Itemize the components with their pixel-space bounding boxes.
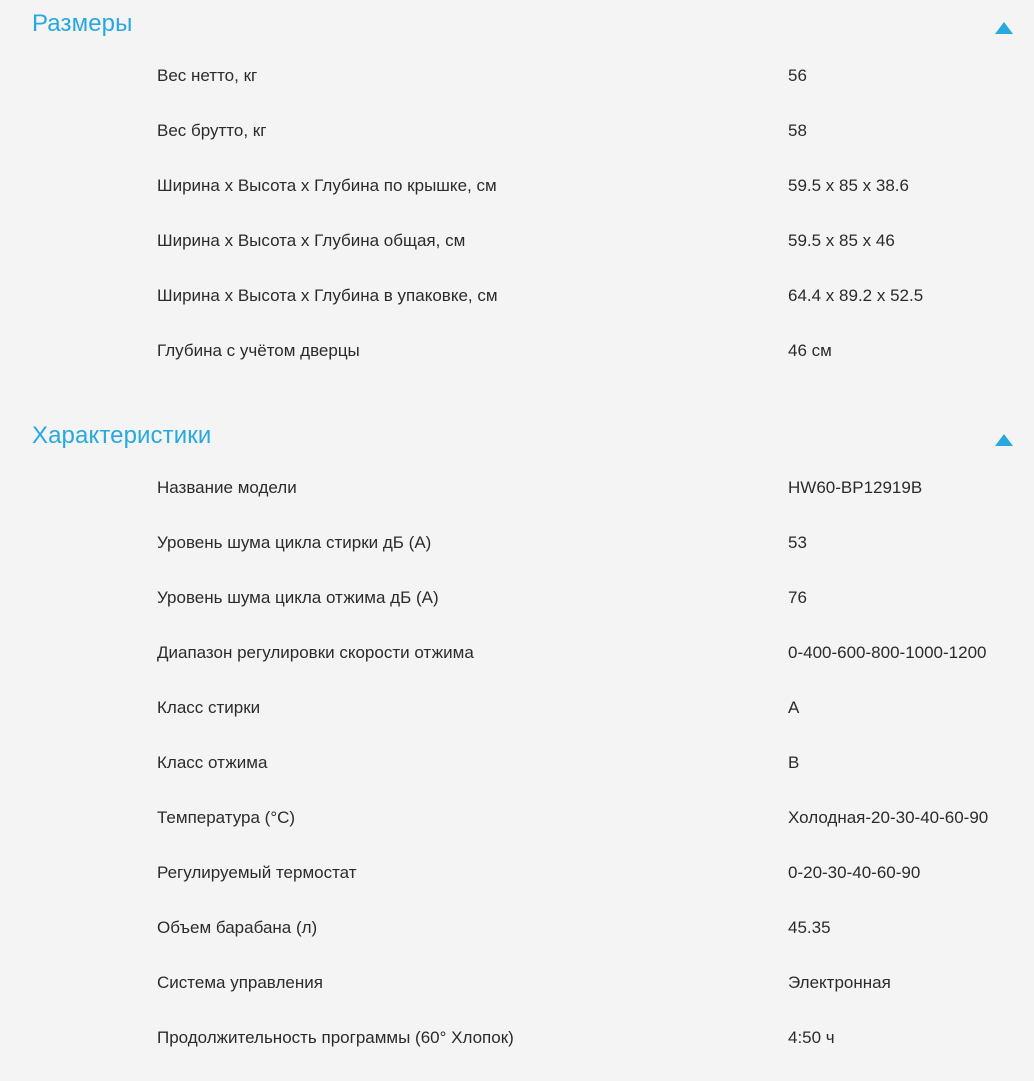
spec-row bbox=[0, 62, 1034, 117]
spec-label: Уровень шума цикла отжима дБ (А) bbox=[157, 588, 439, 607]
spec-row bbox=[0, 474, 1034, 529]
spec-row bbox=[0, 914, 1034, 969]
section-header-characteristics[interactable] bbox=[0, 412, 1034, 462]
spec-value: 0-400-600-800-1000-1200 bbox=[788, 643, 987, 662]
spec-value: 59.5 x 85 x 38.6 bbox=[788, 176, 909, 195]
spec-label: Объем барабана (л) bbox=[157, 918, 318, 937]
spec-list bbox=[0, 62, 1034, 392]
spec-label: Вес брутто, кг bbox=[157, 121, 267, 140]
spec-label: Продолжительность программы (60° Хлопок) bbox=[157, 1028, 514, 1047]
spec-value: 64.4 x 89.2 x 52.5 bbox=[788, 286, 924, 305]
section-header-dimensions[interactable] bbox=[0, 0, 1034, 50]
spec-value: 58 bbox=[788, 121, 807, 140]
spec-row bbox=[0, 804, 1034, 859]
spec-row bbox=[0, 584, 1034, 639]
section-characteristics bbox=[0, 412, 1034, 1079]
section-title: Размеры bbox=[32, 10, 133, 37]
spec-row bbox=[0, 529, 1034, 584]
spec-label: Уровень шума цикла стирки дБ (А) bbox=[157, 533, 432, 552]
spec-row bbox=[0, 749, 1034, 804]
spec-value: 56 bbox=[788, 66, 807, 85]
spec-label: Диапазон регулировки скорости отжима bbox=[157, 643, 474, 662]
spec-list bbox=[0, 474, 1034, 1079]
spec-value: 53 bbox=[788, 533, 807, 552]
spec-label: Вес нетто, кг bbox=[157, 66, 258, 85]
spec-value: A bbox=[788, 698, 800, 717]
spec-value: 76 bbox=[788, 588, 807, 607]
spec-value: 0-20-30-40-60-90 bbox=[788, 863, 921, 882]
spec-row bbox=[0, 1024, 1034, 1079]
spec-value: 59.5 x 85 x 46 bbox=[788, 231, 895, 250]
spec-label: Температура (°C) bbox=[157, 808, 296, 827]
spec-row bbox=[0, 282, 1034, 337]
spec-label: Регулируемый термостат bbox=[157, 863, 357, 882]
spec-label: Ширина x Высота x Глубина по крышке, см bbox=[157, 176, 497, 195]
collapse-triangle-up-icon[interactable] bbox=[995, 22, 1013, 34]
spec-label: Название модели bbox=[157, 478, 297, 497]
spec-value: Холодная-20-30-40-60-90 bbox=[788, 808, 989, 827]
section-dimensions bbox=[0, 0, 1034, 392]
spec-label: Глубина с учётом дверцы bbox=[157, 341, 360, 360]
spec-row bbox=[0, 639, 1034, 694]
spec-value: 4:50 ч bbox=[788, 1028, 835, 1047]
section-title: Характеристики bbox=[32, 422, 212, 449]
spec-row bbox=[0, 859, 1034, 914]
spec-row bbox=[0, 337, 1034, 392]
spec-row bbox=[0, 694, 1034, 749]
spec-row bbox=[0, 117, 1034, 172]
spec-value: Электронная bbox=[788, 973, 891, 992]
spec-value: 46 см bbox=[788, 341, 832, 360]
spec-row bbox=[0, 172, 1034, 227]
spec-label: Ширина x Высота x Глубина общая, см bbox=[157, 231, 466, 250]
spec-label: Система управления bbox=[157, 973, 323, 992]
spec-label: Класс стирки bbox=[157, 698, 261, 717]
spec-value: B bbox=[788, 753, 800, 772]
spec-row bbox=[0, 969, 1034, 1024]
collapse-triangle-up-icon[interactable] bbox=[995, 434, 1013, 446]
spec-label: Ширина x Высота x Глубина в упаковке, см bbox=[157, 286, 498, 305]
spec-value: HW60-BP12919B bbox=[788, 478, 923, 497]
spec-value: 45.35 bbox=[788, 918, 831, 937]
spec-label: Класс отжима bbox=[157, 753, 268, 772]
spec-row bbox=[0, 227, 1034, 282]
